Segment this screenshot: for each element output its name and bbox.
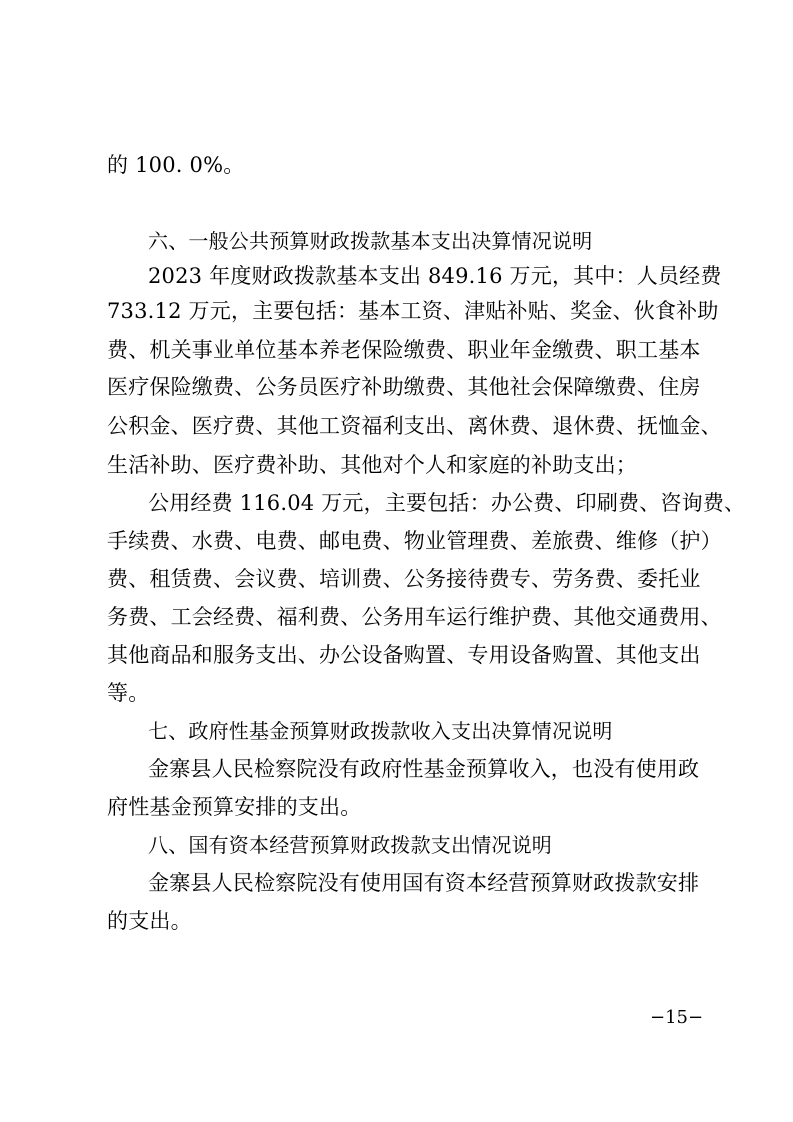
paragraph-line: 金寨县人民检察院没有政府性基金预算收入，也没有使用政 [148, 757, 700, 781]
paragraph-line: 生活补助、医疗费补助、其他对个人和家庭的补助支出； [107, 453, 637, 477]
paragraph-line: 费、租赁费、会议费、培训费、公务接待费专、劳务费、委托业 [107, 567, 701, 591]
paragraph-line: 府性基金预算安排的支出。 [107, 795, 362, 819]
paragraph-line: 的支出。 [107, 909, 192, 933]
paragraph-line: 733.12 万元，主要包括：基本工资、津贴补贴、奖金、伙食补助 [107, 299, 719, 323]
paragraph-line: 金寨县人民检察院没有使用国有资本经营预算财政拨款安排 [148, 871, 700, 895]
section-heading-8: 八、国有资本经营预算财政拨款支出情况说明 [148, 833, 552, 857]
section-heading-6: 六、一般公共预算财政拨款基本支出决算情况说明 [148, 229, 593, 253]
paragraph-line: 手续费、水费、电费、邮电费、物业管理费、差旅费、维修（护） [107, 529, 722, 553]
paragraph-line: 公用经费 116.04 万元，主要包括：办公费、印刷费、咨询费、 [148, 491, 746, 515]
paragraph-line: 医疗保险缴费、公务员医疗补助缴费、其他社会保障缴费、住房 [107, 375, 701, 399]
paragraph-line: 费、机关事业单位基本养老保险缴费、职业年金缴费、职工基本 [107, 338, 701, 362]
section-heading-7: 七、政府性基金预算财政拨款收入支出决算情况说明 [148, 719, 613, 743]
paragraph-line: 等。 [107, 681, 150, 705]
paragraph-line: 的 100. 0%。 [107, 153, 245, 177]
page-number: −15− [650, 1007, 704, 1028]
paragraph-line: 其他商品和服务支出、办公设备购置、专用设备购置、其他支出 [107, 643, 701, 667]
paragraph-line: 公积金、医疗费、其他工资福利支出、离休费、退休费、抚恤金、 [107, 414, 722, 438]
paragraph-line: 务费、工会经费、福利费、公务用车运行维护费、其他交通费用、 [107, 605, 722, 629]
paragraph-line: 2023 年度财政拨款基本支出 849.16 万元，其中：人员经费 [148, 264, 722, 288]
